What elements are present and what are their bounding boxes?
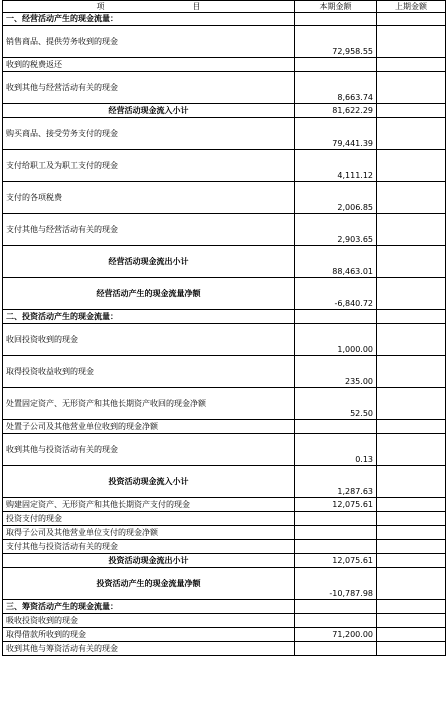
row-current: 88,463.01 <box>295 246 377 278</box>
row-current <box>295 642 377 656</box>
table-row <box>3 600 446 614</box>
row-previous <box>377 526 446 540</box>
row-label: 收到其他与经营活动有关的现金 <box>3 72 295 104</box>
row-current: 12,075.61 <box>295 498 377 512</box>
row-previous <box>377 420 446 434</box>
table-row <box>3 118 446 150</box>
row-label: 投资活动产生的现金流量净额 <box>3 568 295 600</box>
table-row <box>3 104 446 118</box>
row-current <box>295 526 377 540</box>
row-label: 收到的税费返还 <box>3 58 295 72</box>
table-row <box>3 324 446 356</box>
row-current: -6,840.72 <box>295 278 377 310</box>
row-previous <box>377 628 446 642</box>
row-previous <box>377 498 446 512</box>
row-current: 81,622.29 <box>295 104 377 118</box>
row-current <box>295 13 377 26</box>
row-label: 投资活动现金流出小计 <box>3 554 295 568</box>
row-previous <box>377 568 446 600</box>
row-current: 0.13 <box>295 434 377 466</box>
row-label: 收到其他与投资活动有关的现金 <box>3 434 295 466</box>
table-row <box>3 614 446 628</box>
row-previous <box>377 642 446 656</box>
row-current <box>295 600 377 614</box>
row-label: 购建固定资产、无形资产和其他长期资产支付的现金 <box>3 498 295 512</box>
row-previous <box>377 72 446 104</box>
table-row <box>3 310 446 324</box>
row-previous <box>377 104 446 118</box>
row-current: 79,441.39 <box>295 118 377 150</box>
row-label: 投资支付的现金 <box>3 512 295 526</box>
row-current: 52.50 <box>295 388 377 420</box>
cash-flow-table <box>2 0 446 656</box>
row-previous <box>377 246 446 278</box>
row-previous <box>377 58 446 72</box>
row-label: 购买商品、接受劳务支付的现金 <box>3 118 295 150</box>
table-row <box>3 150 446 182</box>
row-previous <box>377 434 446 466</box>
row-current: 4,111.12 <box>295 150 377 182</box>
table-row <box>3 434 446 466</box>
row-current <box>295 614 377 628</box>
row-previous <box>377 388 446 420</box>
row-current: 71,200.00 <box>295 628 377 642</box>
table-row <box>3 628 446 642</box>
row-current: -10,787.98 <box>295 568 377 600</box>
row-previous <box>377 13 446 26</box>
row-previous <box>377 118 446 150</box>
table-row <box>3 512 446 526</box>
row-label: 经营活动现金流入小计 <box>3 104 295 118</box>
row-previous <box>377 600 446 614</box>
row-label: 处置子公司及其他营业单位收到的现金净额 <box>3 420 295 434</box>
header-item: 项 目 <box>3 1 295 13</box>
row-label: 支付其他与经营活动有关的现金 <box>3 214 295 246</box>
table-row <box>3 13 446 26</box>
row-previous <box>377 150 446 182</box>
row-previous <box>377 540 446 554</box>
row-current <box>295 540 377 554</box>
table-row <box>3 72 446 104</box>
header-row <box>3 1 446 13</box>
row-current: 8,663.74 <box>295 72 377 104</box>
table-row <box>3 58 446 72</box>
row-current <box>295 420 377 434</box>
table-row <box>3 182 446 214</box>
row-label: 取得子公司及其他营业单位支付的现金净额 <box>3 526 295 540</box>
row-current <box>295 58 377 72</box>
row-current <box>295 512 377 526</box>
row-label: 取得借款所收到的现金 <box>3 628 295 642</box>
table-row <box>3 278 446 310</box>
row-label: 收到其他与筹资活动有关的现金 <box>3 642 295 656</box>
table-row <box>3 526 446 540</box>
row-label: 取得投资收益收到的现金 <box>3 356 295 388</box>
row-label: 支付的各项税费 <box>3 182 295 214</box>
row-current: 2,903.65 <box>295 214 377 246</box>
table-row <box>3 420 446 434</box>
row-current: 72,958.55 <box>295 26 377 58</box>
table-row <box>3 214 446 246</box>
row-label: 吸收投资收到的现金 <box>3 614 295 628</box>
table-row <box>3 498 446 512</box>
row-previous <box>377 356 446 388</box>
table-row <box>3 540 446 554</box>
row-previous <box>377 324 446 356</box>
row-current: 1,000.00 <box>295 324 377 356</box>
row-previous <box>377 26 446 58</box>
row-previous <box>377 214 446 246</box>
header-current-amount: 本期金额 <box>295 1 377 13</box>
row-current: 235.00 <box>295 356 377 388</box>
row-label: 三、筹资活动产生的现金流量： <box>3 600 295 614</box>
table-row <box>3 568 446 600</box>
header-previous-amount: 上期金额 <box>377 1 446 13</box>
row-label: 投资活动现金流入小计 <box>3 466 295 498</box>
table-row <box>3 388 446 420</box>
row-previous <box>377 614 446 628</box>
row-previous <box>377 466 446 498</box>
row-label: 处置固定资产、无形资产和其他长期资产收回的现金净额 <box>3 388 295 420</box>
row-current: 1,287.63 <box>295 466 377 498</box>
row-label: 支付给职工及为职工支付的现金 <box>3 150 295 182</box>
row-previous <box>377 310 446 324</box>
row-current: 2,006.85 <box>295 182 377 214</box>
table-row <box>3 554 446 568</box>
row-current: 12,075.61 <box>295 554 377 568</box>
row-label: 销售商品、提供劳务收到的现金 <box>3 26 295 58</box>
table-row <box>3 642 446 656</box>
table-row <box>3 26 446 58</box>
row-label: 收回投资收到的现金 <box>3 324 295 356</box>
row-label: 一、经营活动产生的现金流量： <box>3 13 295 26</box>
row-previous <box>377 512 446 526</box>
row-label: 支付其他与投资活动有关的现金 <box>3 540 295 554</box>
table-row <box>3 356 446 388</box>
table-row <box>3 246 446 278</box>
row-label: 二、投资活动产生的现金流量： <box>3 310 295 324</box>
row-previous <box>377 182 446 214</box>
row-previous <box>377 278 446 310</box>
table-row <box>3 466 446 498</box>
row-previous <box>377 554 446 568</box>
row-label: 经营活动现金流出小计 <box>3 246 295 278</box>
row-label: 经营活动产生的现金流量净额 <box>3 278 295 310</box>
row-current <box>295 310 377 324</box>
